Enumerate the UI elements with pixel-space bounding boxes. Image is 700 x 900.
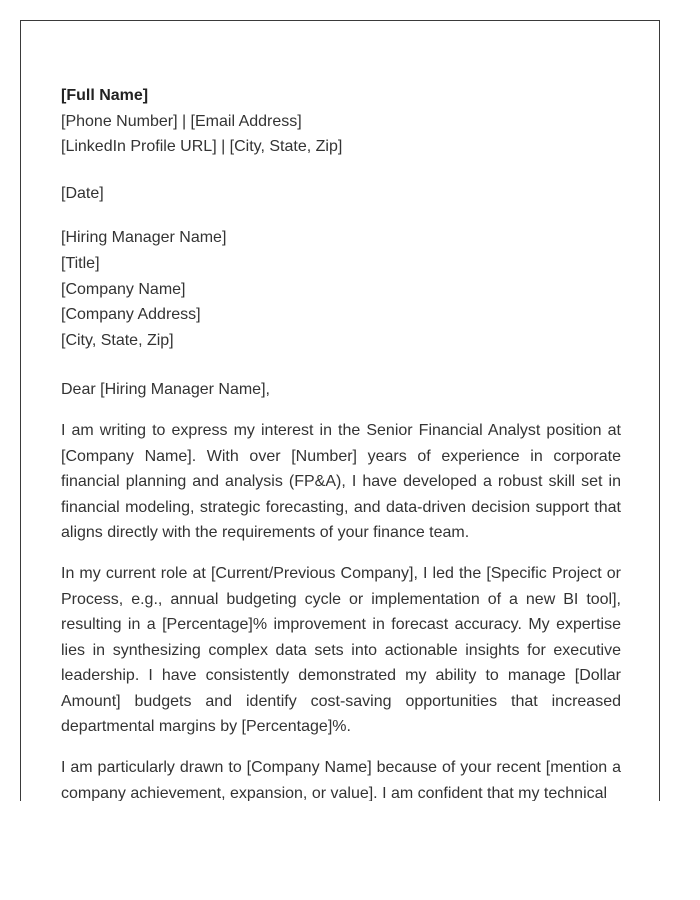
recipient-block — [61, 225, 621, 353]
salutation: Dear [Hiring Manager Name], — [61, 381, 270, 399]
sender-contact-line: [Phone Number] | [Email Address] — [61, 112, 302, 130]
recipient-name: [Hiring Manager Name] — [61, 229, 227, 247]
cover-letter-body — [61, 83, 621, 801]
sender-location-line: [LinkedIn Profile URL] | [City, State, Zip] — [61, 138, 343, 156]
recipient-city-state-zip: [City, State, Zip] — [61, 331, 174, 349]
body-paragraph-1: I am writing to express my interest in the Senior Financial Analyst position at [Company Name]. With over [Number] years of experience in corporate financial planning and analysis (FP&A), I have developed a robust skill set in financial modeling, strategic forecasting, and data-driven decision support that aligns directly with the requirements of your finance team. — [61, 421, 621, 542]
sender-name: [Full Name] — [61, 87, 149, 104]
recipient-title: [Title] — [61, 254, 100, 272]
body-paragraph-3: I am particularly drawn to [Company Name] because of your recent [mention a company achievement, expansion, or value]. I am confident that my technical — [61, 759, 621, 801]
document-page — [20, 20, 660, 801]
date-block — [61, 181, 621, 207]
body-paragraph-2: In my current role at [Current/Previous Company], I led the [Specific Project or Process, e.g., annual budgeting cycle or implementation of a new BI tool], resulting in a [Percentage]% improvement in forecast accuracy. My expertise lies in synthesizing complex data sets into actionable insights for executive leadership. I have consistently demonstrated my ability to manage [Dollar Amount] budgets and identify cost-saving opportunities that increased departmental margins by [Percentage]%. — [61, 564, 621, 736]
recipient-company: [Company Name] — [61, 280, 186, 298]
recipient-address: [Company Address] — [61, 306, 201, 324]
salutation-block — [61, 377, 621, 403]
sender-block — [61, 83, 621, 160]
letter-date: [Date] — [61, 184, 104, 202]
